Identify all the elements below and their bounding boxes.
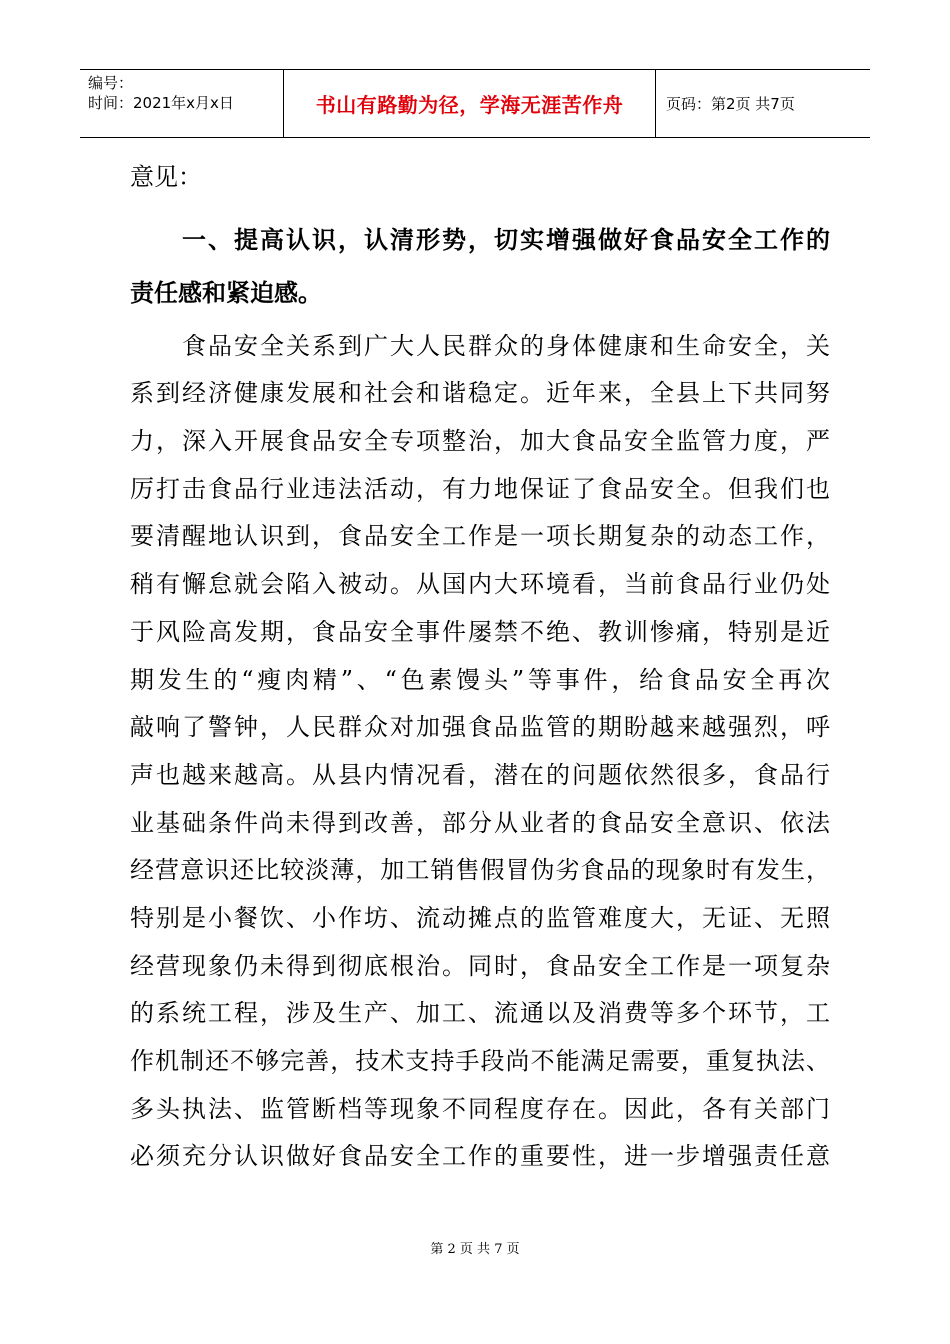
paragraph-line: 必须充分认识做好食品安全工作的重要性，进一步增强责任意 <box>130 1142 830 1171</box>
paragraph-line: 经营意识还比较淡薄，加工销售假冒伪劣食品的现象时有发生， <box>130 856 830 885</box>
document-time-label: 时间：2021年x月x日 <box>88 94 234 112</box>
paragraph-line: 经营现象仍未得到彻底根治。同时，食品安全工作是一项复杂 <box>130 951 830 980</box>
intro-line: 意见： <box>130 163 202 191</box>
paragraph-line: 特别是小餐饮、小作坊、流动摊点的监管难度大，无证、无照 <box>130 903 830 932</box>
document-body <box>130 154 830 1181</box>
header-meta <box>80 70 284 137</box>
paragraph-line: 业基础条件尚未得到改善，部分从业者的食品安全意识、依法 <box>130 808 830 837</box>
paragraph-line: 多头执法、监管断档等现象不同程度存在。因此，各有关部门 <box>130 1094 830 1123</box>
paragraph-line: 于风险高发期，食品安全事件屡禁不绝、教训惨痛，特别是近 <box>130 617 830 646</box>
paragraph-line: 稍有懈怠就会陷入被动。从国内大环境看，当前食品行业仍处 <box>130 570 830 599</box>
paragraph-line: 力，深入开展食品安全专项整治，加大食品安全监管力度，严 <box>130 427 830 456</box>
page-footer: 第 2 页 共 7 页 <box>430 1242 520 1257</box>
section-heading-line-2: 责任感和紧迫感。 <box>130 278 322 307</box>
header-motto: 书山有路勤为径，学海无涯苦作舟 <box>284 70 656 137</box>
paragraph-line: 期发生的“瘦肉精”、“色素馒头”等事件，给食品安全再次 <box>130 665 830 694</box>
paragraph-line: 作机制还不够完善，技术支持手段尚不能满足需要，重复执法、 <box>130 1047 830 1075</box>
paragraph-line: 系到经济健康发展和社会和谐稳定。近年来，全县上下共同努 <box>130 379 830 408</box>
header-page-info: 页码：第2页 共7页 <box>666 95 795 113</box>
paragraph-line: 食品安全关系到广大人民群众的身体健康和生命安全，关 <box>130 331 830 360</box>
section-heading-line-1: 一、提高认识，认清形势，切实增强做好食品安全工作的 <box>182 225 830 254</box>
document-header <box>80 69 870 138</box>
paragraph-line: 厉打击食品行业违法活动，有力地保证了食品安全。但我们也 <box>130 474 830 503</box>
paragraph-line: 要清醒地认识到，食品安全工作是一项长期复杂的动态工作， <box>130 522 830 551</box>
document-number-label: 编号： <box>88 74 134 92</box>
paragraph-line: 的系统工程，涉及生产、加工、流通以及消费等多个环节，工 <box>130 999 830 1028</box>
body-paragraph <box>130 323 830 1181</box>
paragraph-line: 敲响了警钟，人民群众对加强食品监管的期盼越来越强烈，呼 <box>130 713 830 742</box>
paragraph-line: 声也越来越高。从县内情况看，潜在的问题依然很多，食品行 <box>130 760 830 789</box>
